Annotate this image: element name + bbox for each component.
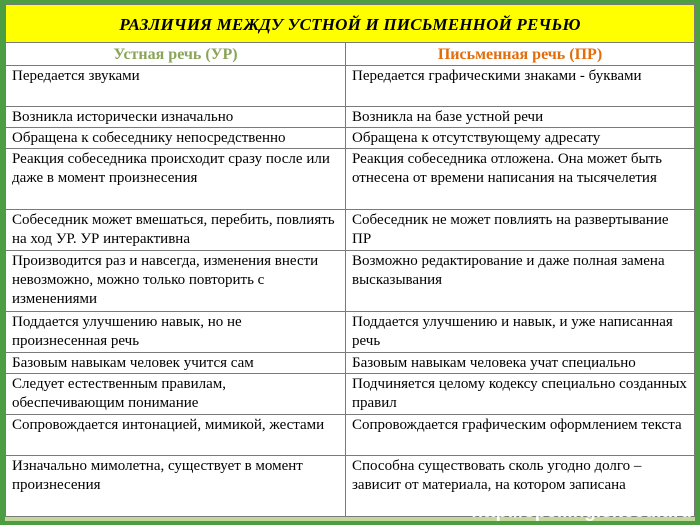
- cell-written: Сопровождается графическим оформлением текста: [346, 415, 695, 456]
- cell-oral: Базовым навыкам человек учится сам: [6, 353, 346, 374]
- table-row: [6, 128, 695, 149]
- cell-written: Возможно редактирование и даже полная замена высказывания: [346, 251, 695, 312]
- cell-oral: Обращена к собеседнику непосредственно: [6, 128, 346, 149]
- cell-oral: Возникла исторически изначально: [6, 107, 346, 128]
- cell-written: Собеседник не может повлиять на развертывание ПР: [346, 210, 695, 251]
- cell-oral: Реакция собеседника происходит сразу после или даже в момент произнесения: [6, 149, 346, 210]
- table-title: РАЗЛИЧИЯ МЕЖДУ УСТНОЙ И ПИСЬМЕННОЙ РЕЧЬЮ: [6, 5, 695, 43]
- cell-written: Базовым навыкам человека учат специально: [346, 353, 695, 374]
- cell-oral: Поддается улучшению навык, но не произнесенная речь: [6, 312, 346, 353]
- table-row: [6, 415, 695, 456]
- table-row: [6, 210, 695, 251]
- cell-written: Способна существовать сколь угодно долго – зависит от материала, на котором записана: [346, 456, 695, 517]
- table-row: [6, 66, 695, 107]
- cell-written: Передается графическими знаками - буквами: [346, 66, 695, 107]
- cell-written: Поддается улучшению и навык, и уже написанная речь: [346, 312, 695, 353]
- cell-oral: Сопровождается интонацией, мимикой, жестами: [6, 415, 346, 456]
- cell-oral: Собеседник может вмешаться, перебить, повлиять на ход УР. УР интерактивна: [6, 210, 346, 251]
- cell-written: Реакция собеседника отложена. Она может быть отнесена от времени написания на тысячелетия: [346, 149, 695, 210]
- table-row: [6, 353, 695, 374]
- table-row: [6, 251, 695, 312]
- table-row: [6, 149, 695, 210]
- cell-oral: Производится раз и навсегда, изменения внести невозможно, можно только повторить с изменениями: [6, 251, 346, 312]
- cell-oral: Следует естественным правилам, обеспечивающим понимание: [6, 374, 346, 415]
- table-row: [6, 374, 695, 415]
- watermark-url: http://spelling.siteedit.ru: [471, 501, 692, 522]
- cell-oral: Изначально мимолетна, существует в момент произнесения: [6, 456, 346, 517]
- cell-written: Возникла на базе устной речи: [346, 107, 695, 128]
- table-row: [6, 107, 695, 128]
- header-written: Письменная речь (ПР): [346, 43, 695, 66]
- cell-written: Обращена к отсутствующему адресату: [346, 128, 695, 149]
- cell-oral: Передается звуками: [6, 66, 346, 107]
- cell-written: Подчиняется целому кодексу специально созданных правил: [346, 374, 695, 415]
- header-oral: Устная речь (УР): [6, 43, 346, 66]
- table-row: [6, 312, 695, 353]
- comparison-table: [5, 4, 695, 517]
